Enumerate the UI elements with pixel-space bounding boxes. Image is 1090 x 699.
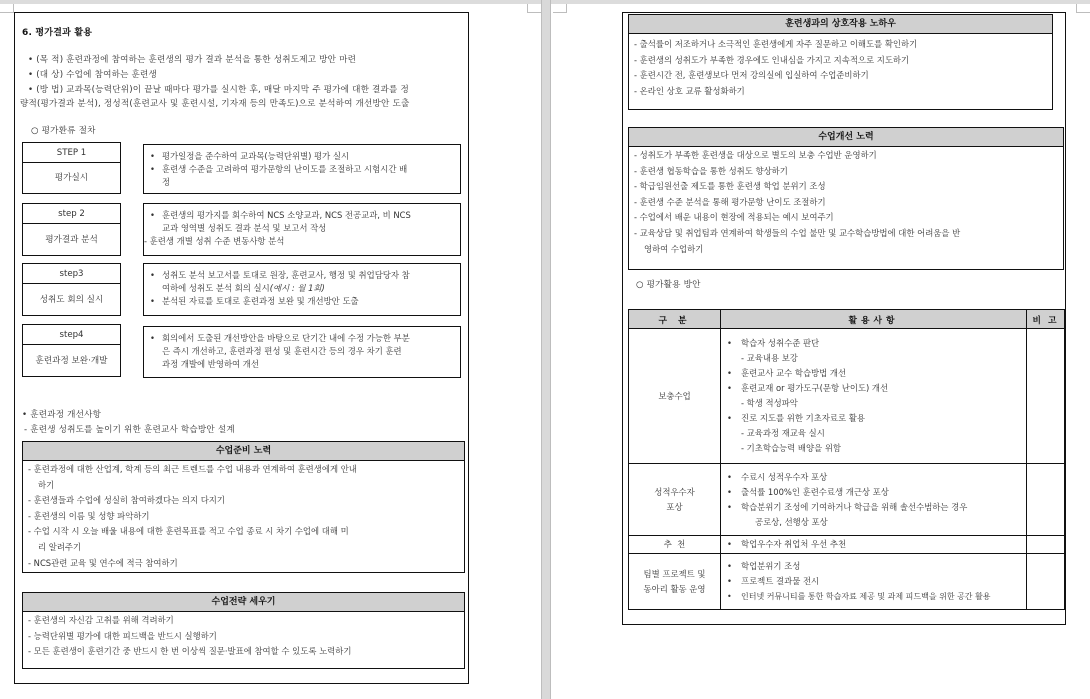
table-row — [629, 329, 1065, 464]
intro-purpose: • (목 적) 훈련과정에 참여하는 훈련생의 평가 결과 분석을 통한 성취도제고 방안 마련 — [28, 55, 357, 65]
class-improvement-item: - 교육상담 및 취업팀과 연계하여 학생들의 수업 불만 및 교수학습방법에 대한 어려움을 반 — [634, 227, 961, 238]
interaction-box — [628, 14, 1053, 110]
row-category — [629, 464, 721, 536]
table-row — [629, 536, 1065, 554]
left-page-corner-mark-tr — [527, 4, 541, 13]
category-line: 추 천 — [663, 539, 686, 549]
usage-item: 학습분위기 조성에 기여하거나 학급을 위해 솔선수범하는 경우 — [741, 501, 968, 512]
left-page-corner-mark-tl — [0, 4, 14, 13]
class-strategy-item: - 훈련생의 자신감 고취를 위해 격려하기 — [28, 615, 174, 625]
usage-item-continued: 공로상, 선행상 포상 — [755, 516, 828, 527]
category-line: 팀별 프로젝트 및 — [643, 568, 706, 579]
class-prep-item: - NCS관련 교육 및 연수에 적극 참여하기 — [28, 557, 178, 568]
step-2-line-3: - 훈련생 개별 성취 수준 변동사항 분석 — [144, 236, 285, 246]
category-line: 보충수업 — [658, 390, 691, 401]
utilization-title: ○ 평가활용 방안 — [636, 280, 701, 290]
usage-item: 프로젝트 결과물 전시 — [741, 576, 820, 586]
step-3-name: 성취도 회의 실시 — [39, 295, 104, 305]
category-line: 포상 — [666, 501, 683, 512]
row-note — [1027, 536, 1065, 554]
step-1-description — [143, 144, 461, 194]
page-gutter — [541, 0, 551, 699]
class-improvement-item: 영하여 수업하기 — [644, 243, 704, 254]
step-1-label — [22, 142, 121, 194]
usage-item: 학습자 성취수준 판단 — [741, 338, 820, 348]
step-3-number: step3 — [23, 264, 120, 284]
step-2-label — [22, 203, 121, 256]
category-line: 성적우수자 — [654, 486, 695, 497]
class-prep-header: 수업준비 노력 — [23, 442, 464, 461]
class-improvement-item: - 수업에서 배운 내용이 현장에 적용되는 예시 보여주기 — [634, 212, 834, 223]
step-2-description — [143, 203, 461, 256]
step-1-name: 평가실시 — [54, 173, 89, 183]
right-page-frame — [622, 12, 1066, 625]
row-content: • 학습자 성취수준 판단 - 교육내용 보강 • 훈련교사 교수 학습방법 개선 • 훈련교재 or 평가도구(문항 난이도) 개선 - 학생 적성파악 • 진로 지도를 위한 기초자료로 활용 - 교육과정 재교육 실시 - 기초학습능력 배양을 위함 — [721, 329, 1027, 464]
col-header-category: 구 분 — [629, 310, 721, 329]
col-header-usage: 활용사항 — [721, 310, 1027, 329]
class-improvement-header: 수업개선 노력 — [629, 128, 1063, 147]
step-4-number: step4 — [23, 325, 120, 345]
category-line: 동아리 활동 운영 — [643, 583, 706, 594]
class-prep-item: - 수업 시작 시 오늘 배울 내용에 대한 훈련목표를 적고 수업 종료 시 차기 수업에 대해 미 — [28, 526, 349, 537]
bullet: • — [150, 164, 155, 174]
row-category — [629, 554, 721, 610]
bullet: • — [150, 296, 155, 306]
interaction-item: - 훈련생의 성취도가 부족한 경우에도 인내심을 가지고 지속적으로 지도하기 — [634, 54, 910, 65]
step-4-label — [22, 324, 121, 377]
class-strategy-header: 수업전략 세우기 — [23, 593, 464, 612]
left-page-frame — [14, 12, 469, 684]
step-2-name: 평가결과 분석 — [45, 235, 98, 245]
right-page-corner-mark-tr — [1076, 4, 1090, 13]
step-4-line-2: 은 즉시 개선하고, 훈련과정 편성 및 훈련시간 등의 경우 차기 훈련 — [162, 346, 402, 356]
interaction-item: - 온라인 상호 교류 활성화하기 — [634, 85, 745, 96]
class-improvement-item: - 훈련생 협동학습을 통한 성취도 향상하기 — [634, 165, 788, 176]
step-2-line-1: 훈련생의 평가지를 회수하여 NCS 소양교과, NCS 전공교과, 비 NCS — [162, 210, 411, 220]
row-category — [629, 536, 721, 554]
section-title: 6. 평가결과 활용 — [22, 28, 93, 38]
usage-item: 학업우수자 취업처 우선 추천 — [741, 539, 847, 549]
right-page-corner-mark-tl — [553, 4, 567, 13]
step-3-label — [22, 263, 121, 316]
usage-subitem: - 기초학습능력 배양을 위함 — [741, 443, 842, 453]
step-3-line-1: 성취도 분석 보고서를 토대로 원장, 훈련교사, 행정 및 취업담당자 참 — [162, 270, 410, 280]
table-row — [629, 554, 1065, 610]
bullet: • — [150, 210, 155, 220]
bullet: • — [150, 333, 155, 343]
class-strategy-item: - 모든 훈련생이 훈련기간 중 반드시 한 번 이상씩 질문·발표에 참여할 수 있도록 노력하기 — [28, 646, 352, 657]
utilization-table — [628, 309, 1065, 610]
class-prep-item: 리 알려주기 — [38, 541, 82, 552]
class-improvement-item: - 학급임원선출 제도를 통한 훈련생 학업 분위기 조성 — [634, 181, 826, 192]
class-prep-item: 하기 — [38, 479, 55, 490]
improvement-subtitle: - 훈련생 성취도를 높이기 위한 훈련교사 학습방안 설계 — [24, 425, 235, 435]
bullet: • — [150, 151, 155, 161]
usage-item: 출석률 100%인 훈련수료생 개근상 포상 — [741, 486, 889, 497]
table-header-row — [629, 310, 1065, 329]
class-improvement-item: - 성취도가 부족한 훈련생을 대상으로 별도의 보충 수업반 운영하기 — [634, 150, 877, 160]
row-category — [629, 329, 721, 464]
interaction-header: 훈련생과의 상호작용 노하우 — [629, 15, 1052, 34]
class-strategy-box — [22, 592, 465, 669]
interaction-item: - 출석률이 저조하거나 소극적인 훈련생에게 자주 질문하고 이해도를 확인하기 — [634, 39, 918, 49]
step-4-name: 훈련과정 보완·개발 — [35, 356, 108, 366]
usage-item: 진로 지도를 위한 기초자료로 활용 — [741, 413, 865, 423]
usage-subitem: - 교육과정 재교육 실시 — [741, 428, 825, 438]
intro-method: • (방 법) 교과목(능력단위)이 끝날 때마다 평가를 실시한 후, 매달 마지막 주 평가에 대한 결과를 정 — [28, 85, 409, 95]
step-4-line-1: 회의에서 도출된 개선방안을 바탕으로 단기간 내에 수정 가능한 부분 — [162, 333, 410, 343]
class-improvement-box — [628, 127, 1064, 270]
step-2-number: step 2 — [23, 204, 120, 224]
usage-subitem: - 학생 적성파악 — [741, 398, 798, 408]
intro-target: • (대 상) 수업에 참여하는 훈련생 — [28, 70, 158, 80]
row-content: • 학업분위기 조성 • 프로젝트 결과물 전시 • 인터넷 커뮤니티를 통한 학습자료 제공 및 과제 피드백을 위한 공간 활용 — [721, 554, 1027, 610]
step-3-description — [143, 263, 461, 316]
step-1-line-1: 평가일정을 준수하여 교과목(능력단위별) 평가 실시 — [162, 151, 350, 161]
step-4-description — [143, 326, 461, 378]
row-content: • 수료시 성적우수자 포상 • 출석률 100%인 훈련수료생 개근상 포상 • 학습분위기 조성에 기여하거나 학급을 위해 솔선수범하는 경우 공로상, 선행상 포상 — [721, 464, 1027, 536]
usage-subitem: - 교육내용 보강 — [741, 353, 798, 363]
intro-method-cont: 량적(평가결과 분석), 정성적(훈련교사 및 훈련시설, 기자재 등의 만족도)으로 분석하여 개선방안 도출 — [20, 99, 410, 109]
col-header-note: 비 고 — [1027, 310, 1065, 329]
step-3-line-2: 여하에 성취도 분석 회의 실시 — [162, 283, 270, 293]
row-note — [1027, 329, 1065, 464]
step-1-line-3: 정 — [162, 177, 171, 187]
row-content: • 학업우수자 취업처 우선 추천 — [721, 536, 1027, 554]
class-prep-box — [22, 441, 465, 573]
improvement-title: • 훈련과정 개선사항 — [22, 410, 102, 420]
class-improvement-item: - 훈련생 수준 분석을 통해 평가문항 난이도 조절하기 — [634, 196, 826, 207]
class-prep-item: - 훈련생의 이름 및 성향 파악하기 — [28, 510, 150, 521]
usage-item: 학업분위기 조성 — [741, 561, 801, 571]
step-3-example-note: (예시 : 월 1회) — [269, 283, 325, 293]
procedure-title: ○ 평가환류 절차 — [31, 126, 96, 136]
usage-item: 수료시 성적우수자 포상 — [741, 471, 828, 482]
row-note — [1027, 464, 1065, 536]
usage-item: 훈련교재 or 평가도구(문항 난이도) 개선 — [741, 383, 889, 393]
step-2-line-2: 교과 영역별 성취도 결과 분석 및 보고서 작성 — [162, 223, 327, 233]
step-3-line-3: 분석된 자료를 토대로 훈련과정 보완 및 개선방안 도출 — [162, 296, 359, 306]
class-prep-item: - 훈련과정에 대한 산업계, 학계 등의 최근 트렌드를 수업 내용과 연계하여 훈련생에게 안내 — [28, 464, 357, 474]
bullet: • — [150, 270, 155, 280]
usage-item: 훈련교사 교수 학습방법 개선 — [741, 368, 847, 378]
step-1-number: STEP 1 — [23, 143, 120, 163]
interaction-item: - 훈련시간 전, 훈련생보다 먼저 강의실에 입실하여 수업준비하기 — [634, 70, 869, 81]
class-prep-item: - 훈련생들과 수업에 성실히 참여하겠다는 의지 다지기 — [28, 495, 225, 506]
usage-item: 인터넷 커뮤니티를 통한 학습자료 제공 및 과제 피드백을 위한 공간 활용 — [741, 592, 991, 601]
row-note — [1027, 554, 1065, 610]
table-row — [629, 464, 1065, 536]
step-4-line-3: 과정 개발에 반영하여 개선 — [162, 359, 259, 369]
step-1-line-2: 훈련생 수준을 고려하여 평가문항의 난이도를 조절하고 시험시간 배 — [162, 164, 408, 174]
class-strategy-item: - 능력단위별 평가에 대한 피드백을 반드시 실행하기 — [28, 630, 217, 641]
